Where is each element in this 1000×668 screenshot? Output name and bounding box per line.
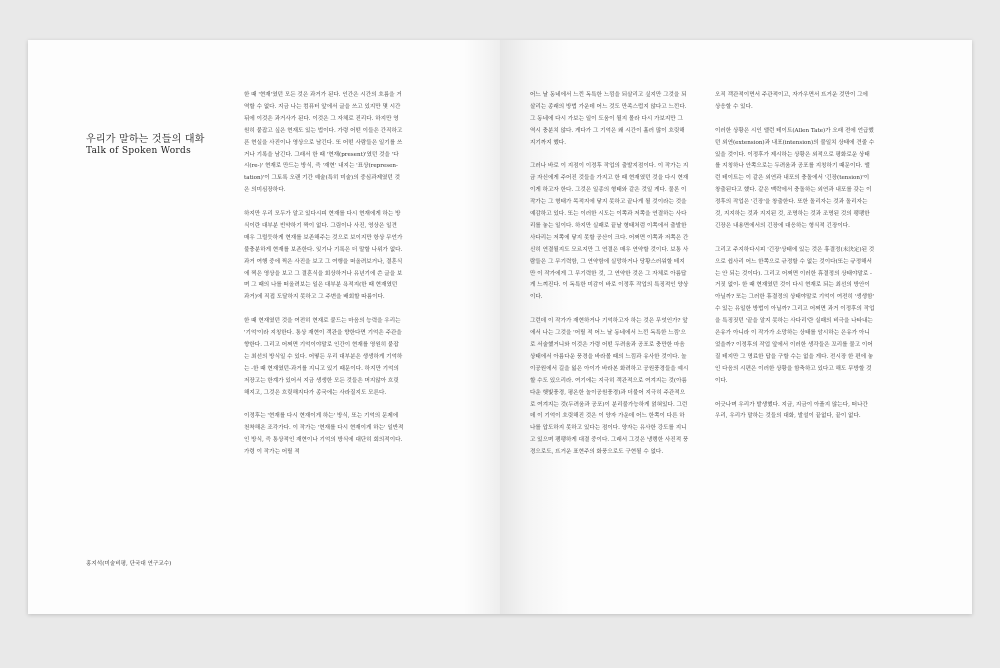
paragraph: 그리고 주지하다시피 '긴장'상태에 있는 것은 휴결정(未決定)된 것으로 쉽사리 어느 한쪽으로 규정할 수 없는 것이다(또는 규정해서는 안 되는 것이다). 그리고 어쩌면 이러한 휴결정의 상태야말로 -거짓 없이- 한 때 현재였던 것이 다시 현재로 되는 최선의 방안이 아닐까? 또는 그러한 휴결정의 상태야말로 기억이 여전히 '생생함' 수 있는 유일한 방법이 아닐까? 그리고 어쩌면 과거 이정후의 작업을 특징짓던 '끝을 알지 못하는 사다리'란 실패의 비극을 나타내는 은유가 아니라 이 작가가 소망하는 상태를 암시하는 은유가 아니었을까? 이정후의 작업 앞에서 이러한 생각들은 꼬리를 물고 이어질 테지만 그 명료한 답을 구할 수는 없을 게다. 전시장 한 편에 놓인 다음의 시편은 이러한 상황을 함축하고 있다고 해도 무방할 것이다.	[715, 246, 875, 384]
text-column-2	[530, 90, 690, 471]
paragraph: 그런데 이 작가가 재현하거나 기억하고자 하는 것은 무엇인가? 앞에서 나는 그것을 '어릴 적 어느 날 동네에서 느낀 독특한 느낌'으로 서술했거니와 이것은 가령 어떤 두려움과 공포로 충만한 마음 상태에서 아름다운 풍경을 바라볼 때의 느낌과 유사한 것이다. 놀이공원에서 길을 잃은 아이가 바라본 화려하고 공원풍경들을 예시할 수도 있으리라. 여기에는 지극히 객관적으로 여겨지는 것(아름다운 햇빛풍경, 평온한 놀이공원풍경)과 더불어 지극히 주관적으로 여겨지는 것(두려움과 공포)이 분리불가능하게 얽혀있다. 그런데 이 기억이 흐릿해진 것은 이 양자 가운데 어느 한쪽이 다른 하나를 압도하지 못하고 있다는 점이다. 양자는 유사한 강도를 지니고 있으며 팽팽하게 대결 중이다. 그래서 그것은 냉랭한 사진적 풍경으로도, 뜨거운 표현주의 화풍으로도 구현될 수 없다.	[530, 318, 689, 456]
paragraph: 오직 객관적이면서 주관적이고, 자가우면서 뜨거운 것만이 그에 상응할 수 있다.	[715, 92, 868, 110]
paragraph: 한 때 현재였던 것을 여전히 현재로 붙드는 마음의 능력을 우리는 '기억'이라 지칭한다. 통상 재현이 객관을 향한다면 기억은 주관을 향한다. 그리고 어쩌면 기억이야말로 인간이 현재를 영원히 붙잡는 최선의 방식일 수 있다. 어떻든 우리 대부분은 생생하게 기억하는 -한 때 현재였던-과거를 지니고 있기 때문이다. 하지만 기억의 저장고는 한계가 있어서 지금 생생한 모든 것들은 머지않아 흐릿해지고, 그것은 흐릿해지다가 종국에는 사라질지도 모른다.	[244, 318, 403, 396]
paragraph: 그러나 바로 이 지점이 이정후 작업의 출발지점이다. 이 작가는 지금 자신에게 주어진 것들을 가지고 한 때 현재였던 것을 다시 현재이게 하고자 한다. 그것은 일종의 형태와 같은 것일 게다. 물론 이 작가는 그 형태가 목적지에 닿지 못하고 끝나게 될 것이라는 것을 예감하고 있다. 또는 이러한 시도는 이쪽과 저쪽을 연결하는 사다리를 놓는 일이다. 하지만 실패로 끝날 형태처럼 이쪽에서 출발한 사다리는 저쪽에 닿지 못할 공산이 크다. 어쩌면 이쪽과 저쪽은 간신히 연결될지도 모르지만 그 연결은 매우 연약할 것이다. 보통 사람들은 그 무기력함, 그 연약함에 실망하거나 당황스러워할 테지만 이 작가에게 그 무기력한 것, 그 연약한 것은 그 자체로 아름답게 느껴진다. 이 독특한 미감이 바로 이정후 작업의 특징적인 양상이다.	[530, 163, 689, 301]
essay-title-korean: 우리가 말하는 것들의 대화	[86, 134, 205, 145]
paragraph: 이정후는 '현재를 다시 현재이게 하는' 방식, 또는 기억의 문제에 천착해온 조각가다. 이 작가는 '현재를 다시 현재이게 하는' 일반적인 방식, 즉 통상적인 재현이나 기억의 방식에 대단히 회의적이다. 가령 이 작가는 어릴 적	[244, 413, 404, 456]
paragraph: 이러한 상황은 시인 앨런 테이트(Allen Tate)가 오래 전에 언급했던 외연(extension)과 내포(intension)의 불일치 상태에 견줄 수 있을 것이다. 이정후가 제시하는 상황은 외적으로 평화로운 상태를 지칭하나 안쪽으로는 두려움과 공포를 지칭하기 때문이다. 앨런 테이트는 이 같은 외연과 내포의 충돌에서 '긴장(tension)'이 창출된다고 했다. 같은 맥락에서 충돌하는 외연과 내포를 갖는 이정후의 작업은 '긴장'을 창출한다. 또한 돌리자는 것과 돌리자는 것, 지지하는 것과 지지된 것, 조명하는 것과 조명된 것의 팽팽한 긴장은 내용면에서의 긴장에 대응하는 형식적 긴장이다.	[715, 127, 875, 229]
paragraph: 어느 날 동네에서 느낀 독특한 느낌을 되살리고 싶지만 그것을 되살리는 종래의 방법 가운데 어느 것도 만족스럽지 않다고 느낀다. 그 동네에 다시 가보는 일이 도움이 될지 몰라 다시 가보지만 그 역시 충분치 않다. 게다가 그 기억은 왜 시간이 흘러 많이 흐릿해지기까지 했다.	[530, 92, 687, 146]
author-credit: 홍지석(미술비평, 단국대 연구교수)	[86, 561, 172, 567]
paragraph: 하지만 우리 모두가 알고 있다시피 현재를 다시 현재에게 하는 방식이란 대부분 빈약하기 짝이 없다. 그림이나 사진, 영상은 일견 매우 그럴듯하게 현재를 보존해주는 것으로 보이지만 항상 무언가 불충분하게 현재를 보존한다. 잊기나 기록은 더 말할 나위가 없다. 과거 여행 중에 찍은 사진을 보고 그 여행을 떠올려보거나, 결혼식에 찍은 영상을 보고 그 결혼식을 회상하거나 유년기에 쓴 글을 보며 그 때의 나를 떠올려보는 일은 대부분 욕적지(한 때 현재였던 과거)에 직접 도달하지 못하고 그 주변을 배회할 따름이다.	[244, 211, 403, 301]
text-column-1	[244, 90, 404, 471]
paragraph: 한 때 '현재'였던 모든 것은 과거가 된다. 인간은 시간의 흐름을 거역할 수 없다. 지금 나는 컴퓨터 앞에서 글을 쓰고 있지만 몇 시간 뒤에 이것은 과거사가 된다. 이것은 그 자체로 진리다. 하지만 영원히 붙잡고 싶은 현재도 있는 법이다. 가령 어떤 이들은 간직하고픈 현실을 사진이나 영상으로 남긴다. 또 어떤 사람들은 일기를 쓰거나 기록을 남긴다. 그래서 한 때 '현재(present)'였던 것을 '다시(re-)' 현재로 만드는 방식, 즉 '재현' 내지는 '표상(represen-tation)'이 그토록 오랜 기간 예술(특히 미술)의 중심과제였던 것은 의미심장하다.	[244, 92, 403, 194]
essay-title-english: Talk of Spoken Words	[86, 146, 191, 156]
paragraph: 어긋나며 우리가 발생했다. 지금, 지금이 아플지 않는다, 떠나간 우리, 우리가 말하는 것들의 대화, 발설이 끝없다, 끝이 없다.	[715, 401, 868, 420]
text-column-3	[715, 90, 875, 435]
